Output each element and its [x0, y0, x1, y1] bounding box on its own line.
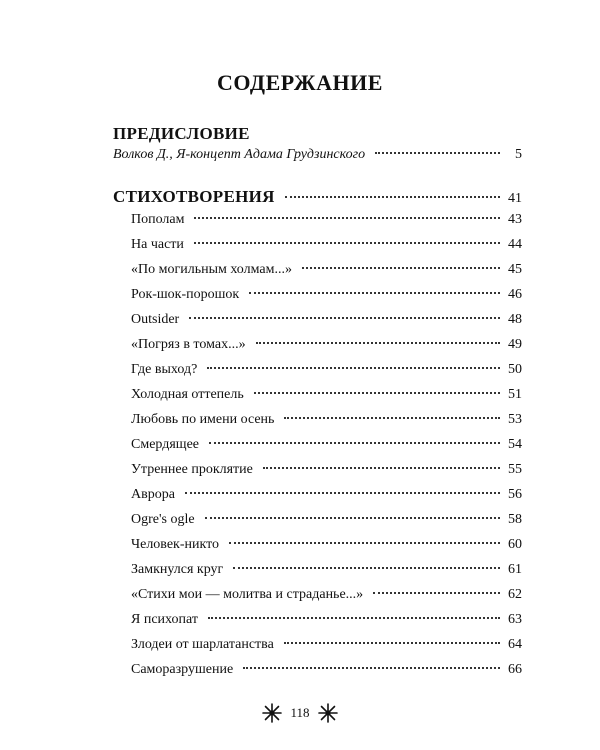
toc-entry-label: Человек-никто — [131, 537, 220, 552]
poems-heading-row[interactable] — [113, 187, 522, 207]
toc-entry[interactable] — [131, 312, 522, 332]
leader-dots — [284, 417, 500, 419]
leader-dots — [284, 642, 500, 644]
toc-entry-page: 43 — [508, 212, 522, 227]
toc-entry-page: 61 — [508, 562, 522, 577]
leader-dots — [249, 292, 500, 294]
preface-entry-label: Волков Д., Я-концепт Адама Грудзинского — [113, 147, 366, 162]
leader-dots — [209, 442, 500, 444]
page-number: 118 — [290, 705, 310, 720]
toc-entry-page: 55 — [508, 462, 522, 477]
toc-entry-label: Ogre's ogle — [131, 512, 195, 527]
toc-entry[interactable] — [131, 512, 522, 532]
toc-entry[interactable] — [131, 387, 522, 407]
toc-entry-label: Пополам — [131, 212, 185, 227]
toc-entry-label: Любовь по имени осень — [131, 412, 275, 427]
leader-dots — [243, 667, 500, 669]
leader-dots — [205, 517, 500, 519]
page-title: СОДЕРЖАНИЕ — [217, 70, 383, 95]
leader-dots — [302, 267, 500, 269]
leader-dots — [256, 342, 500, 344]
leader-dots — [208, 617, 500, 619]
toc-entry-page: 58 — [508, 512, 522, 527]
toc-entry-page: 66 — [508, 662, 522, 677]
toc-entry[interactable] — [131, 662, 522, 682]
toc-entry-page: 54 — [508, 437, 522, 452]
toc-entry-label: Злодеи от шарлатанства — [131, 637, 274, 652]
toc-entry-page: 50 — [508, 362, 522, 377]
toc-entry-label: Outsider — [131, 312, 180, 327]
poems-heading: СТИХОТВОРЕНИЯ — [113, 187, 275, 206]
toc-entry[interactable] — [131, 287, 522, 307]
leader-dots — [285, 196, 500, 198]
toc-entry-label: Я психопат — [131, 612, 198, 627]
toc-entry[interactable] — [131, 362, 522, 382]
leader-dots — [185, 492, 500, 494]
toc-entry[interactable] — [131, 637, 522, 657]
leader-dots — [375, 152, 500, 154]
poems-heading-page: 41 — [508, 191, 522, 206]
toc-entry-label: Где выход? — [131, 362, 198, 377]
star-ornament-icon — [262, 703, 282, 723]
toc-entry-label: «Погряз в томах...» — [131, 337, 246, 352]
toc-entry[interactable] — [131, 412, 522, 432]
preface-entry-page: 5 — [515, 147, 522, 162]
toc-entry[interactable] — [131, 212, 522, 232]
toc-entry[interactable] — [131, 262, 522, 282]
preface-entry[interactable] — [113, 147, 522, 167]
toc-entry[interactable] — [131, 337, 522, 357]
toc-entry-page: 63 — [508, 612, 522, 627]
toc-entry-label: Смердящее — [131, 437, 199, 452]
leader-dots — [194, 242, 500, 244]
toc-entry[interactable] — [131, 612, 522, 632]
star-ornament-icon — [318, 703, 338, 723]
leader-dots — [189, 317, 500, 319]
toc-entry-page: 46 — [508, 287, 522, 302]
toc-entry-page: 48 — [508, 312, 522, 327]
toc-entry[interactable] — [131, 462, 522, 482]
toc-entry-page: 45 — [508, 262, 522, 277]
toc-entry[interactable] — [131, 562, 522, 582]
toc-entry-label: Саморазрушение — [131, 662, 234, 677]
toc-entry-page: 56 — [508, 487, 522, 502]
toc-entry-label: На части — [131, 237, 184, 252]
toc-entry-page: 64 — [508, 637, 522, 652]
toc-entry[interactable] — [131, 487, 522, 507]
leader-dots — [233, 567, 500, 569]
leader-dots — [254, 392, 500, 394]
toc-entry-label: «Стихи мои — молитва и страданье...» — [131, 587, 364, 602]
toc-entry-page: 60 — [508, 537, 522, 552]
toc-entry[interactable] — [131, 237, 522, 257]
toc-entry-page: 62 — [508, 587, 522, 602]
page-footer — [0, 703, 600, 723]
toc-entry-page: 44 — [508, 237, 522, 252]
toc-entry-page: 53 — [508, 412, 522, 427]
toc-entry-label: Аврора — [131, 487, 175, 502]
leader-dots — [373, 592, 500, 594]
toc-entry-label: Холодная оттепель — [131, 387, 244, 402]
leader-dots — [229, 542, 500, 544]
toc-entry[interactable] — [131, 587, 522, 607]
leader-dots — [194, 217, 500, 219]
toc-entry-label: Замкнулся круг — [131, 562, 224, 577]
toc-entry-page: 51 — [508, 387, 522, 402]
toc-entry[interactable] — [131, 437, 522, 457]
leader-dots — [263, 467, 500, 469]
toc-entry-label: Утреннее проклятие — [131, 462, 253, 477]
toc-entry-label: Рок-шок-порошок — [131, 287, 240, 302]
toc-entry-page: 49 — [508, 337, 522, 352]
toc-entry[interactable] — [131, 537, 522, 557]
preface-heading: ПРЕДИСЛОВИЕ — [113, 124, 250, 143]
leader-dots — [207, 367, 500, 369]
toc-entry-label: «По могильным холмам...» — [131, 262, 292, 277]
